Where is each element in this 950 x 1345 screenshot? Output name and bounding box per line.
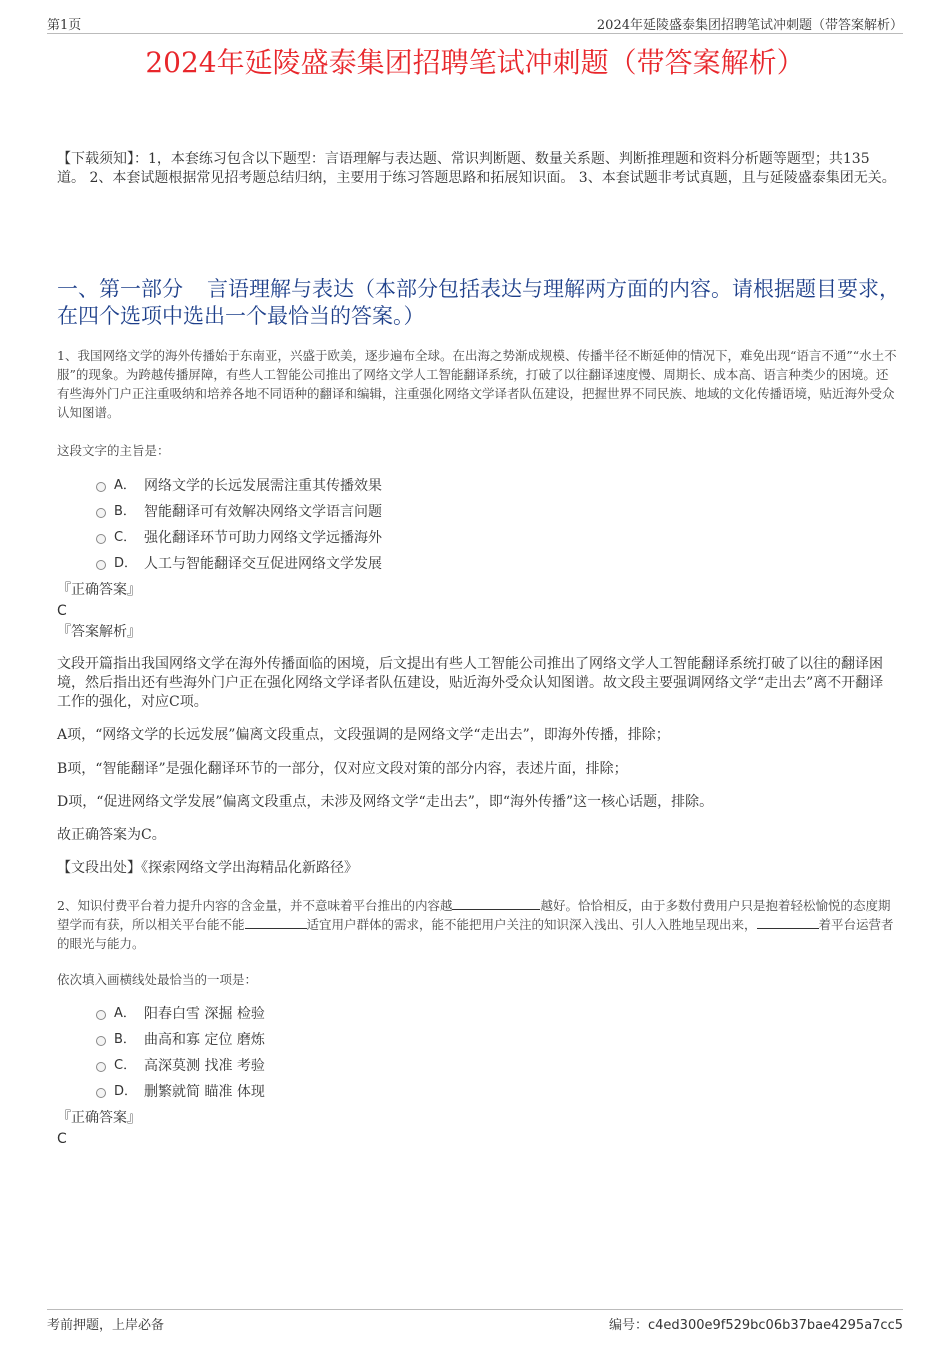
radio-button-icon[interactable] (96, 1010, 106, 1020)
serial-code: c4ed300e9f529bc06b37bae4295a7cc5 (648, 1318, 903, 1333)
radio-button-icon[interactable] (96, 1062, 106, 1072)
section-heading (57, 276, 902, 330)
download-notice: 【下载须知】：1，本套练习包含以下题型：言语理解与表达题、常识判断题、数量关系题、判断推理题和资料分析题等题型；共135道。 2、本套试题根据常见招考题总结归纳，主要用于练习答题思路和拓展知识面。 3、本套试题非考试真题，且与延陵盛泰集团无关。 (57, 151, 896, 186)
question-1-analysis: 文段开篇指出我国网络文学在海外传播面临的困境，后文提出有些人工智能公司推出了网络文学人工智能翻译系统打破了以往的翻译困境，然后指出还有些海外门户正在强化网络文学译者队伍建设，贴近海外受众认知图谱。故文段主要强调网络文学“走出去”离不开翻译工作的强化，对应C项。 (57, 656, 884, 710)
page-footer (47, 1314, 903, 1332)
page-header (47, 14, 903, 32)
question-2-stem: 2、知识付费平台着力提升内容的含金量，并不意味着平台推出的内容越 越好。恰恰相反，由于多数付费用户只是抱着轻松愉悦的态度期望学而有获，所以相关平台能不能 适宜用户群体的需求，能不能把用户关注的知识深入浅出、引人入胜地呈现出来， 着平台运营者的眼光与能力。 (57, 898, 894, 951)
radio-button-icon[interactable] (96, 482, 106, 492)
question-1-prompt: 这段文字的主旨是： (57, 443, 170, 458)
section-part: 一、第一部分 (57, 277, 183, 301)
fill-blank-1[interactable] (452, 897, 540, 910)
radio-button-icon[interactable] (96, 1036, 106, 1046)
question-1-note-a: A项，“网络文学的长远发展”偏离文段重点，文段强调的是网络文学“走出去”，即海外传播，排除； (57, 727, 670, 743)
footer-divider (47, 1309, 903, 1310)
fill-blank-2[interactable] (245, 916, 307, 929)
radio-button-icon[interactable] (96, 560, 106, 570)
question-1-note-d: D项，“促进网络文学发展”偏离文段重点，未涉及网络文学“走出去”，即“海外传播”这一核心话题，排除。 (57, 794, 714, 810)
question-2-answer: C (57, 1131, 67, 1147)
fill-blank-3[interactable] (757, 916, 819, 929)
question-1-answer: C (57, 603, 67, 619)
header-doc-title: 2024年延陵盛泰集团招聘笔试冲刺题（带答案解析） (596, 18, 903, 33)
page-number: 第1页 (47, 18, 82, 33)
document-title: 2024年延陵盛泰集团招聘笔试冲刺题（带答案解析） (145, 46, 805, 79)
question-1-conclusion: 故正确答案为C。 (57, 827, 166, 843)
radio-button-icon[interactable] (96, 1088, 106, 1098)
question-1-answer-label: 『正确答案』 (57, 582, 141, 598)
question-1-source: 【文段出处】《探索网络文学出海精品化新路径》 (57, 860, 358, 876)
radio-button-icon[interactable] (96, 534, 106, 544)
footer-slogan: 考前押题，上岸必备 (47, 1318, 165, 1333)
footer-serial: 编号：c4ed300e9f529bc06b37bae4295a7cc5 (609, 1318, 903, 1333)
question-1-analysis-label: 『答案解析』 (57, 624, 141, 640)
question-2-prompt: 依次填入画横线处最恰当的一项是： (57, 972, 258, 987)
radio-button-icon[interactable] (96, 508, 106, 518)
question-2-answer-label: 『正确答案』 (57, 1110, 141, 1126)
header-divider (47, 33, 903, 34)
question-1-stem: 1、我国网络文学的海外传播始于东南亚，兴盛于欧美，逐步遍布全球。在出海之势渐成规模、传播半径不断延伸的情况下，难免出现“语言不通”“水土不服”的现象。为跨越传播屏障，有些人工智能公司推出了网络文学人工智能翻译系统，打破了以往翻译速度慢、周期长、成本高、语言种类少的困境。还有些海外门户正注重吸纳和培养各地不同语种的翻译和编辑，注重强化网络文学译者队伍建设，把握世界不同民族、地域的文化传播语境，贴近海外受众认知图谱。 (57, 348, 897, 420)
section-description: 言语理解与表达（本部分包括表达与理解两方面的内容。请根据题目要求，在四个选项中选出一个最恰当的答案。） (57, 277, 900, 328)
question-1-note-b: B项，“智能翻译”是强化翻译环节的一部分，仅对应文段对策的部分内容，表述片面，排除； (57, 761, 628, 777)
